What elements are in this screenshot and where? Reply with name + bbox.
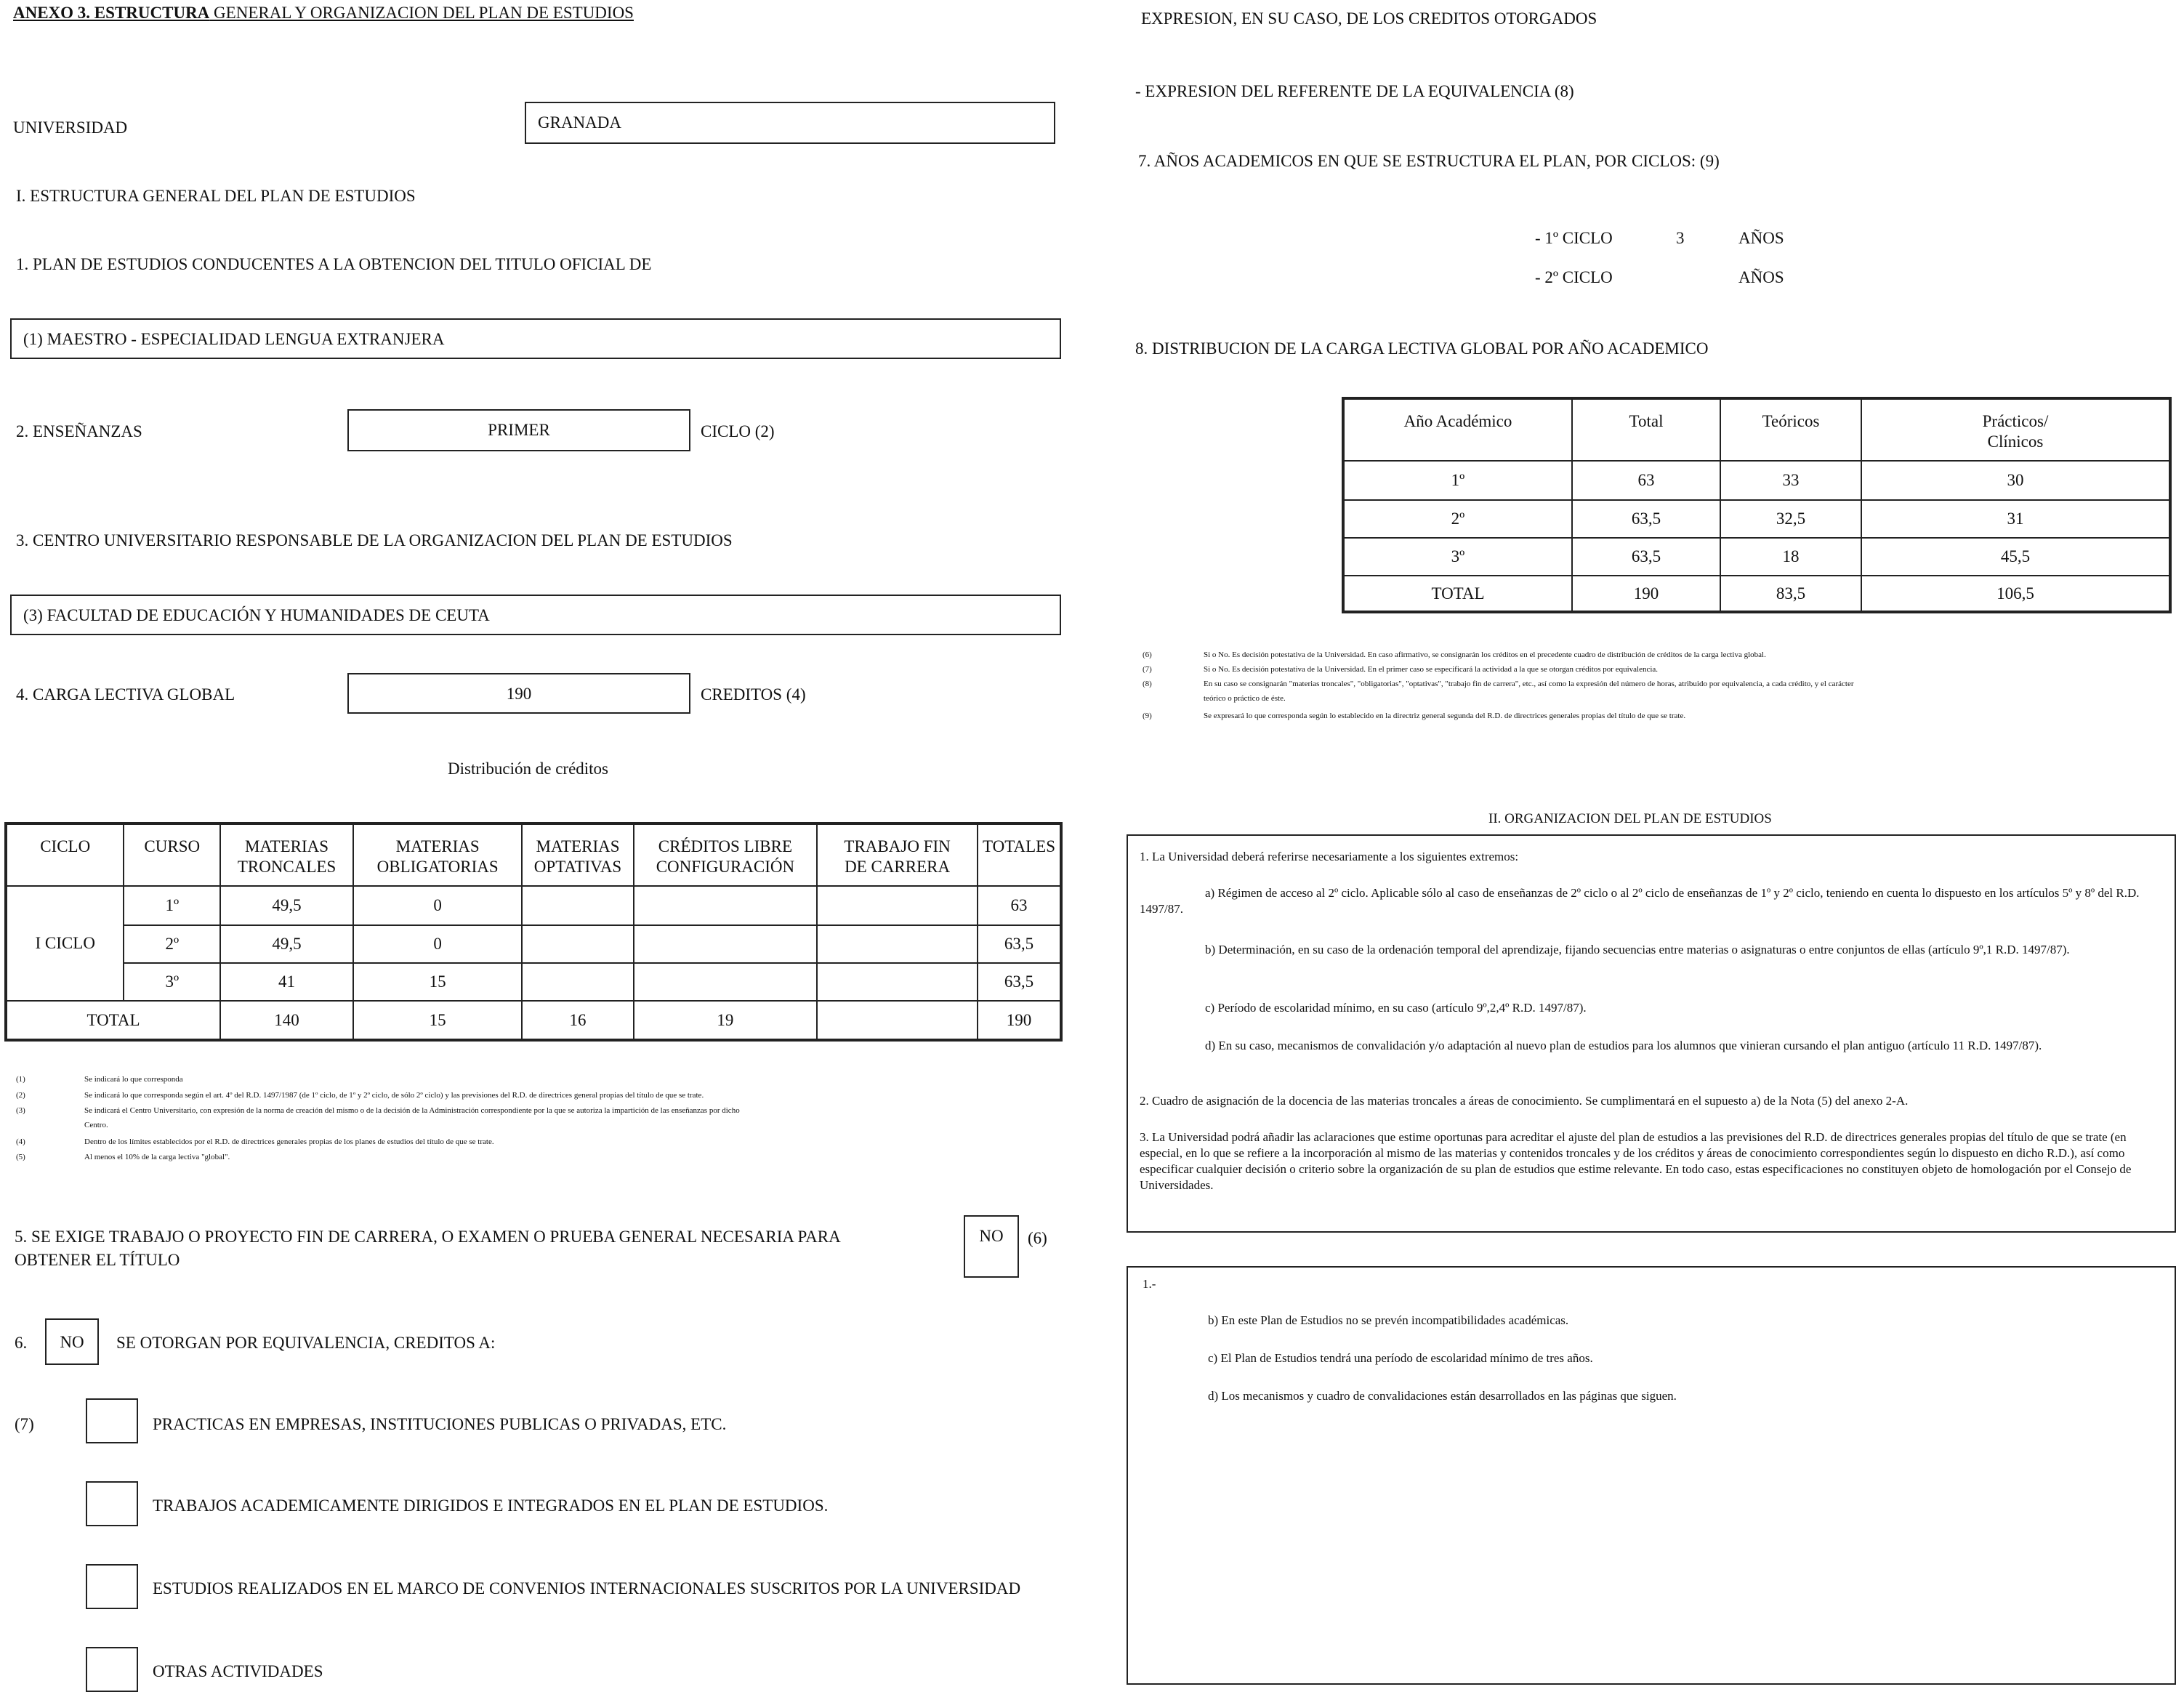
footnote-text: Centro.	[84, 1121, 108, 1129]
ciclo1-label: - 1º CICLO	[1535, 229, 1613, 247]
org-item-d: d) En su caso, mecanismos de convalidación y/o adaptación al nuevo plan de estudios para los alumnos que vinieran cursando el plan antiguo (artículo 11 R.D. 1497/87).	[1205, 1039, 2042, 1052]
universidad-value: GRANADA	[538, 113, 621, 132]
totales-cell: 63,5	[978, 925, 1061, 963]
total-cell: 63,5	[1572, 538, 1720, 576]
ciclo-cell: I CICLO	[6, 886, 124, 1001]
ensenanzas-field	[347, 409, 690, 451]
year-cell: 1º	[1343, 461, 1572, 500]
table-row	[6, 886, 1061, 925]
table-row	[6, 925, 1061, 963]
practicos-cell: 45,5	[1861, 538, 2170, 576]
header-obligatorias-l1: MATERIAS	[395, 837, 480, 855]
table-row	[1343, 576, 2170, 612]
header-troncales-l1: MATERIAS	[245, 837, 329, 855]
item5-line2: OBTENER EL TÍTULO	[15, 1251, 180, 1269]
footnote-number: (6)	[1143, 650, 1152, 659]
total-row	[6, 1001, 1061, 1040]
footnote-number: (9)	[1143, 712, 1152, 720]
practicos-cell: 30	[1861, 461, 2170, 500]
header-practicos-l2: Clínicos	[1987, 432, 2044, 451]
header-ciclo-text: CICLO	[40, 837, 91, 855]
footnote-text: Dentro de los límites establecidos por el R.D. de directrices generales propias de los planes de estudios del título de que se trate.	[84, 1137, 494, 1146]
table-row	[1343, 461, 2170, 500]
footnote-number: (3)	[16, 1106, 25, 1115]
practicos-cell: 106,5	[1861, 576, 2170, 612]
ensenanzas-value: PRIMER	[488, 421, 550, 439]
optativas-cell	[522, 886, 633, 925]
header-totales-text: TOTALES	[983, 837, 1055, 855]
checkbox-label-practicas: PRACTICAS EN EMPRESAS, INSTITUCIONES PUBLICAS O PRIVADAS, ETC.	[153, 1415, 727, 1433]
footnote-number: (4)	[16, 1137, 25, 1146]
libre-cell	[634, 886, 817, 925]
item7-title: 7. AÑOS ACADEMICOS EN QUE SE ESTRUCTURA EL PLAN, POR CICLOS: (9)	[1138, 152, 1720, 170]
checkbox-label-estudios: ESTUDIOS REALIZADOS EN EL MARCO DE CONVENIOS INTERNACIONALES SUSCRITOS POR LA UNIVERSIDAD	[153, 1579, 1021, 1598]
org-item-a: a) Régimen de acceso al 2º ciclo. Aplicable sólo al caso de enseñanzas de 2º ciclo o al 2º ciclo de enseñanzas de 1º y 2º ciclo, teniendo en cuenta lo dispuesto en los artículos 5º y 8º del R.D. 1497/87.	[1140, 886, 2140, 916]
footnote-number: (7)	[1143, 665, 1152, 674]
checkbox-label-otras: OTRAS ACTIVIDADES	[153, 1662, 323, 1680]
item6-value: NO	[60, 1333, 84, 1351]
item6-label: 6.	[15, 1334, 28, 1352]
header-ano	[1343, 398, 1572, 461]
annex-title-rest: GENERAL Y ORGANIZACION DEL PLAN DE ESTUDIOS	[209, 4, 634, 22]
answer-number: 1.-	[1143, 1277, 1156, 1291]
header-troncales-l2: TRONCALES	[237, 858, 337, 876]
checkbox-otras[interactable]	[86, 1647, 138, 1692]
header-libre	[634, 823, 817, 886]
item7-label: (7)	[15, 1415, 34, 1433]
teoricos-cell: 32,5	[1720, 500, 1861, 538]
answer-item-d: d) Los mecanismos y cuadro de convalidaciones están desarrollados en las páginas que siguen.	[1208, 1389, 1677, 1403]
obligatorias-cell: 0	[353, 886, 522, 925]
total-cell: 63	[1572, 461, 1720, 500]
item2-label: 2. ENSEÑANZAS	[16, 422, 142, 440]
header-curso-text: CURSO	[144, 837, 201, 855]
org-item-b: b) Determinación, en su caso de la ordenación temporal del aprendizaje, fijando secuencias entre materias o asignaturas o entre conjuntos de ellas (artículo 9º,1 R.D. 1497/87).	[1205, 943, 2070, 956]
footnote-text: En su caso se consignarán "materias troncales", "obligatorias", "optativas", "trabajo fin de carrera", etc., así como la expresión del número de horas, atribuido por equivalencia, a cada crédito, y el carácter	[1204, 680, 1854, 688]
troncales-cell: 49,5	[220, 886, 353, 925]
item4-label: 4. CARGA LECTIVA GLOBAL	[16, 685, 235, 704]
organization-box	[1127, 834, 2176, 1233]
libre-total: 19	[634, 1001, 817, 1040]
year-cell: 2º	[1343, 500, 1572, 538]
ciclo1-value: 3	[1676, 229, 1685, 247]
expr-ref: - EXPRESION DEL REFERENTE DE LA EQUIVALENCIA (8)	[1135, 82, 1574, 100]
footnote-number: (5)	[16, 1153, 25, 1161]
ciclo2-unit: AÑOS	[1738, 268, 1784, 286]
table-row	[1343, 500, 2170, 538]
carga-field	[347, 673, 690, 714]
table-row	[6, 963, 1061, 1001]
troncales-cell: 41	[220, 963, 353, 1001]
checkbox-trabajos[interactable]	[86, 1481, 138, 1526]
expr-title: EXPRESION, EN SU CASO, DE LOS CREDITOS OTORGADOS	[1141, 9, 1597, 28]
header-trabajo	[817, 823, 978, 886]
year-cell: 3º	[1343, 538, 1572, 576]
footnote-text: Se indicará lo que corresponda	[84, 1075, 183, 1084]
footnote-text: Si o No. Es decisión potestativa de la Universidad. En caso afirmativo, se consignarán los créditos en el precedente cuadro de distribución de créditos de la carga lectiva global.	[1204, 650, 1766, 659]
optativas-cell	[522, 963, 633, 1001]
universidad-label: UNIVERSIDAD	[13, 118, 128, 137]
universidad-field	[525, 102, 1055, 144]
footnote-number: (2)	[16, 1091, 25, 1100]
credit-table-header-row	[6, 823, 1061, 886]
footnote-text: teórico o práctico de éste.	[1204, 694, 1286, 703]
annex-title-label: ANEXO 3. ESTRUCTURA	[13, 4, 210, 22]
trabajo-cell	[817, 886, 978, 925]
item6-box	[45, 1318, 99, 1365]
libre-cell	[634, 963, 817, 1001]
section2-title: II. ORGANIZACION DEL PLAN DE ESTUDIOS	[1488, 811, 1772, 826]
titulo-value: (1) MAESTRO - ESPECIALIDAD LENGUA EXTRANJERA	[23, 330, 445, 348]
optativas-cell	[522, 925, 633, 963]
header-ciclo	[6, 823, 124, 886]
total-label: TOTAL	[6, 1001, 220, 1040]
teoricos-cell: 18	[1720, 538, 1861, 576]
header-obligatorias	[353, 823, 522, 886]
curso-cell: 1º	[124, 886, 220, 925]
item2-suffix: CICLO (2)	[701, 422, 775, 440]
item5-suffix: (6)	[1028, 1229, 1047, 1247]
header-trabajo-l2: DE CARRERA	[845, 858, 951, 876]
section1-title: I. ESTRUCTURA GENERAL DEL PLAN DE ESTUDIOS	[16, 187, 416, 205]
curso-cell: 2º	[124, 925, 220, 963]
obligatorias-cell: 15	[353, 963, 522, 1001]
centro-value: (3) FACULTAD DE EDUCACIÓN Y HUMANIDADES DE CEUTA	[23, 606, 490, 624]
header-practicos	[1861, 398, 2170, 461]
checkbox-label-trabajos: TRABAJOS ACADEMICAMENTE DIRIGIDOS E INTEGRADOS EN EL PLAN DE ESTUDIOS.	[153, 1496, 829, 1515]
carga-value: 190	[506, 685, 532, 703]
item4-suffix: CREDITOS (4)	[701, 685, 806, 704]
item8-title: 8. DISTRIBUCION DE LA CARGA LECTIVA GLOBAL POR AÑO ACADEMICO	[1135, 339, 1709, 358]
org-item-c: c) Período de escolaridad mínimo, en su caso (artículo 9º,2,4º R.D. 1497/87).	[1205, 1001, 1587, 1015]
teoricos-cell: 83,5	[1720, 576, 1861, 612]
ciclo1-unit: AÑOS	[1738, 229, 1784, 247]
item5-value: NO	[979, 1227, 1004, 1245]
titulo-field	[10, 318, 1061, 359]
year-cell: TOTAL	[1343, 576, 1572, 612]
header-trabajo-l1: TRABAJO FIN	[844, 837, 951, 855]
footnote-text: Se indicará lo que corresponda según el art. 4º del R.D. 1497/1987 (de 1º ciclo, de 1º y 2º ciclo, de sólo 2º ciclo) y las previsiones del R.D. de directrices general propias del título de que se trate.	[84, 1091, 704, 1100]
header-libre-l1: CRÉDITOS LIBRE	[658, 837, 793, 855]
org-item-2: 2. Cuadro de asignación de la docencia de las materias troncales a áreas de conocimiento. Se cumplimentará en el supuesto a) de la Nota (5) del anexo 2-A.	[1140, 1094, 1909, 1108]
ciclo2-label: - 2º CICLO	[1535, 268, 1613, 286]
header-optativas	[522, 823, 633, 886]
footnote-number: (8)	[1143, 680, 1152, 688]
header-total	[1572, 398, 1720, 461]
troncales-total: 140	[220, 1001, 353, 1040]
header-total-text: Total	[1629, 412, 1664, 430]
credit-distribution-table	[4, 822, 1063, 1042]
answer-box	[1127, 1266, 2176, 1685]
totales-total: 190	[978, 1001, 1061, 1040]
teoricos-cell: 33	[1720, 461, 1861, 500]
header-teoricos	[1720, 398, 1861, 461]
header-practicos-l1: Prácticos/	[1982, 412, 2049, 430]
footnote-text: Se indicará el Centro Universitario, con expresión de la norma de creación del mismo o de la decisión de la Administración correspondiente por la que se autoriza la impartición de las enseñanzas por dicho	[84, 1106, 740, 1115]
checkbox-estudios[interactable]	[86, 1564, 138, 1609]
item6-text: SE OTORGAN POR EQUIVALENCIA, CREDITOS A:	[116, 1334, 496, 1352]
header-teoricos-text: Teóricos	[1762, 412, 1820, 430]
header-troncales	[220, 823, 353, 886]
org-intro: 1. La Universidad deberá referirse necesariamente a los siguientes extremos:	[1140, 850, 1519, 863]
item5-box	[964, 1215, 1019, 1278]
totales-cell: 63	[978, 886, 1061, 925]
libre-cell	[634, 925, 817, 963]
centro-field	[10, 595, 1061, 635]
header-libre-l2: CONFIGURACIÓN	[656, 858, 795, 876]
trabajo-cell	[817, 925, 978, 963]
item5-line1: 5. SE EXIGE TRABAJO O PROYECTO FIN DE CARRERA, O EXAMEN O PRUEBA GENERAL NECESARIA PARA	[15, 1228, 841, 1246]
header-optativas-l2: OPTATIVAS	[533, 858, 622, 876]
footnote-text: Se expresará lo que corresponda según lo establecido en la directriz general segunda del R.D. de directrices generales propias del título de que se trate.	[1204, 712, 1686, 720]
trabajo-total	[817, 1001, 978, 1040]
footnote-number: (1)	[16, 1075, 25, 1084]
header-curso	[124, 823, 220, 886]
annex-title	[13, 3, 634, 23]
item3-label: 3. CENTRO UNIVERSITARIO RESPONSABLE DE LA ORGANIZACION DEL PLAN DE ESTUDIOS	[16, 531, 733, 549]
totales-cell: 63,5	[978, 963, 1061, 1001]
header-ano-text: Año Académico	[1403, 412, 1512, 430]
year-table-header-row	[1343, 398, 2170, 461]
table-row	[1343, 538, 2170, 576]
optativas-total: 16	[522, 1001, 633, 1040]
footnote-text: Al menos el 10% de la carga lectiva "global".	[84, 1153, 230, 1161]
org-item-3: 3. La Universidad podrá añadir las aclaraciones que estime oportunas para acreditar el ajuste del plan de estudios a las previsiones del R.D. de directrices generales propias del título de que se trate (en especial, en lo que se refiere a la incorporación al mismo de las materias y contenidos troncales y de los créditos y áreas de conocimiento correspondientes según lo dispuesto en dicho R.D.), así como especificar cualquier decisión o criterio sobre la organización de su plan de estudios que estime relevante. En todo caso, estas especificaciones no constituyen objeto de homologación por el Consejo de Universidades.	[1140, 1130, 2132, 1192]
year-distribution-table	[1342, 397, 2172, 613]
distribution-title: Distribución de créditos	[448, 760, 609, 778]
total-cell: 63,5	[1572, 500, 1720, 538]
answer-item-b: b) En este Plan de Estudios no se prevén incompatibilidades académicas.	[1208, 1313, 1569, 1327]
item1-label: 1. PLAN DE ESTUDIOS CONDUCENTES A LA OBTENCION DEL TITULO OFICIAL DE	[16, 255, 652, 273]
trabajo-cell	[817, 963, 978, 1001]
header-optativas-l1: MATERIAS	[536, 837, 620, 855]
curso-cell: 3º	[124, 963, 220, 1001]
troncales-cell: 49,5	[220, 925, 353, 963]
answer-item-c: c) El Plan de Estudios tendrá una período de escolaridad mínimo de tres años.	[1208, 1351, 1593, 1365]
header-totales	[978, 823, 1061, 886]
practicos-cell: 31	[1861, 500, 2170, 538]
obligatorias-cell: 0	[353, 925, 522, 963]
footnote-text: Si o No. Es decisión potestativa de la Universidad. En el primer caso se especificará la actividad a la que se otorgan créditos por equivalencia.	[1204, 665, 1659, 674]
header-obligatorias-l2: OBLIGATORIAS	[376, 858, 499, 876]
total-cell: 190	[1572, 576, 1720, 612]
obligatorias-total: 15	[353, 1001, 522, 1040]
checkbox-practicas[interactable]	[86, 1398, 138, 1443]
